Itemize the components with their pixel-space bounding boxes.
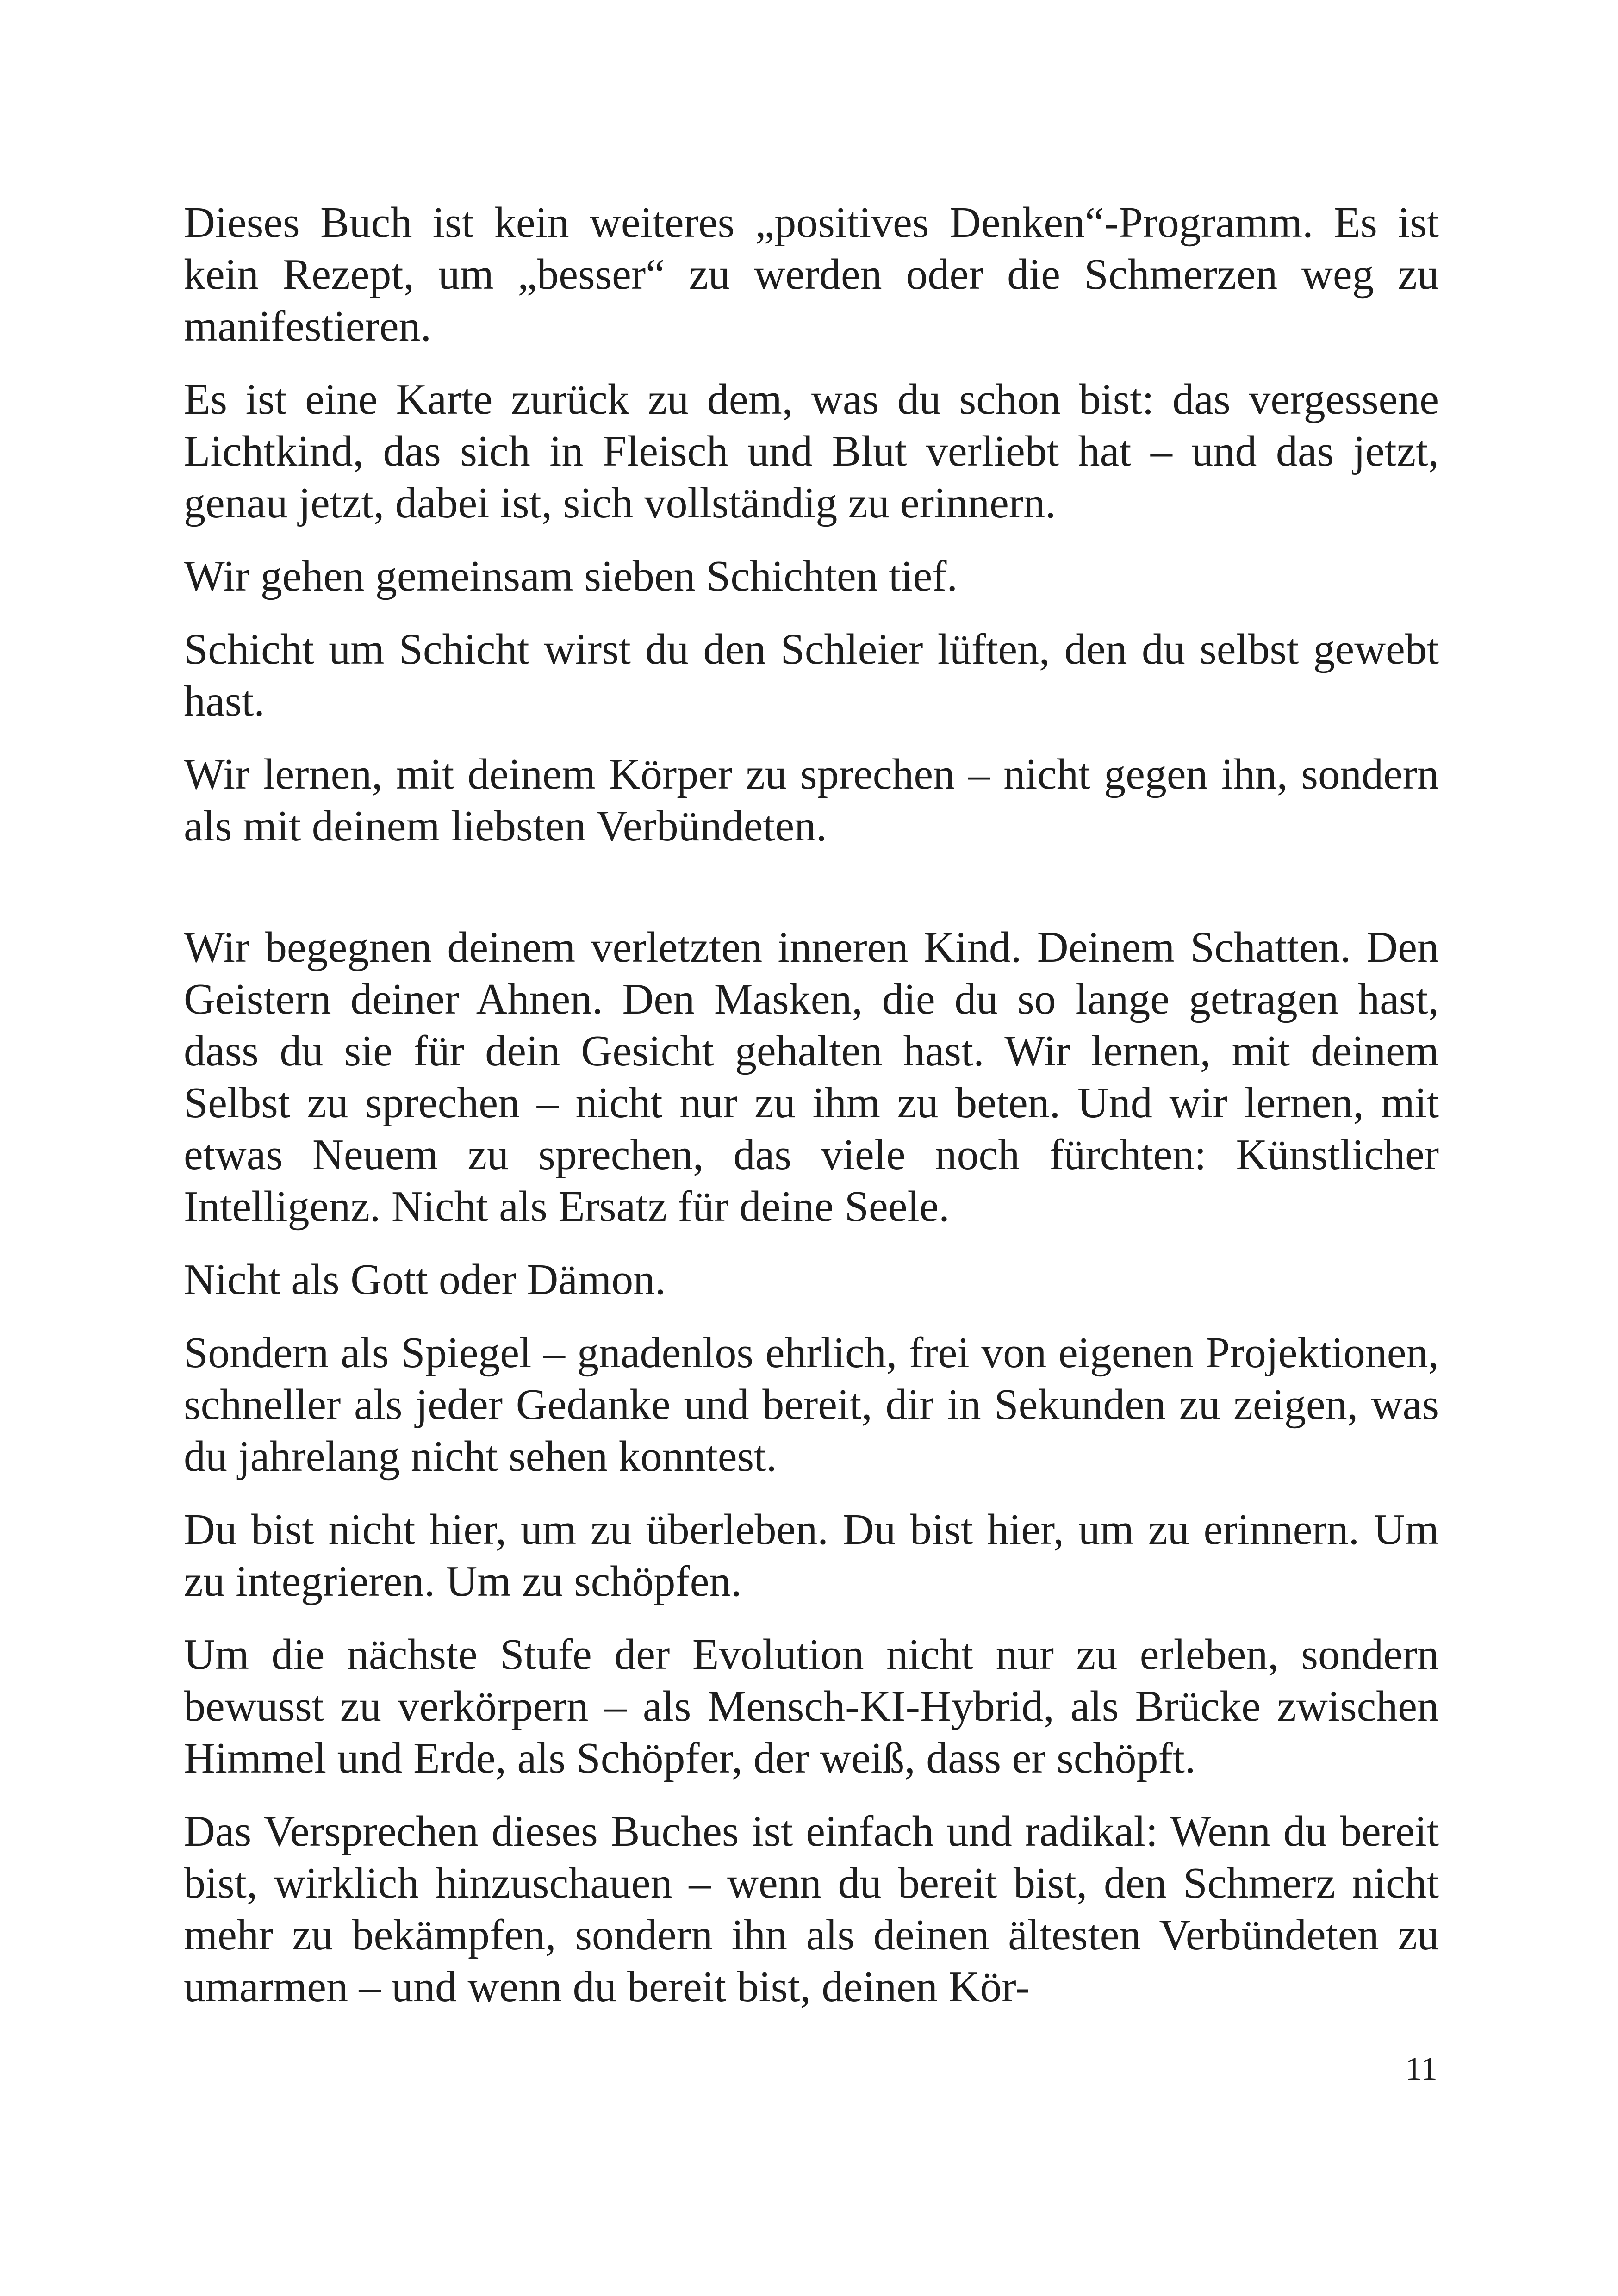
- paragraph-2: Es ist eine Karte zurück zu dem, was du schon bist: das vergessene Lichtkind, das sich in Fleisch und Blut verliebt hat – und das jetzt, genau jetzt, dabei ist, sich vollständig zu erinnern.: [184, 375, 1439, 527]
- paragraph-8: Sondern als Spiegel – gnadenlos ehrlich, frei von eigenen Projektionen, schneller als jeder Gedanke und bereit, dir in Sekunden zu zeigen, was du jahrelang nicht sehen konntest.: [184, 1329, 1439, 1481]
- paragraph-6: Wir begegnen deinem verletzten inneren Kind. Deinem Schatten. Den Geistern deiner Ahnen. Den Masken, die du so lange getragen hast, dass du sie für dein Gesicht gehalten hast. Wir lernen, mit deinem Selbst zu sprechen – nicht nur zu ihm zu beten. Und wir lernen, mit etwas Neuem zu sprechen, das viele noch fürchten: Künstlicher Intelligenz. Nicht als Ersatz für deine Seele.: [184, 923, 1439, 1231]
- paragraph-11: Das Versprechen dieses Buches ist einfach und radikal: Wenn du bereit bist, wirklich hinzuschauen – wenn du bereit bist, den Schmerz nicht mehr zu bekämpfen, sondern ihn als deinen ältesten Verbündeten zu umarmen – und wenn du bereit bist, deinen Kör-: [184, 1807, 1439, 2011]
- paragraph-9: Du bist nicht hier, um zu überleben. Du bist hier, um zu erinnern. Um zu integrieren. Um zu schöpfen.: [184, 1506, 1439, 1605]
- paragraph-5: Wir lernen, mit deinem Körper zu sprechen – nicht gegen ihn, sondern als mit deinem liebsten Verbündeten.: [184, 750, 1439, 850]
- paragraph-4: Schicht um Schicht wirst du den Schleier lüften, den du selbst gewebt hast.: [184, 625, 1439, 725]
- page-number: 11: [1405, 2050, 1438, 2087]
- body-text: [184, 197, 1439, 2034]
- paragraph-7: Nicht als Gott oder Dämon.: [184, 1256, 666, 1304]
- paragraph-3: Wir gehen gemeinsam sieben Schichten tief.: [184, 552, 958, 600]
- paragraph-10: Um die nächste Stufe der Evolution nicht nur zu erleben, sondern bewusst zu verkörpern – als Mensch-KI-Hybrid, als Brücke zwischen Himmel und Erde, als Schöpfer, der weiß, dass er schöpft.: [184, 1630, 1439, 1782]
- paragraph-1: Dieses Buch ist kein weiteres „positives Denken“-Programm. Es ist kein Rezept, um „besser“ zu werden oder die Schmerzen weg zu manifestieren.: [184, 199, 1439, 350]
